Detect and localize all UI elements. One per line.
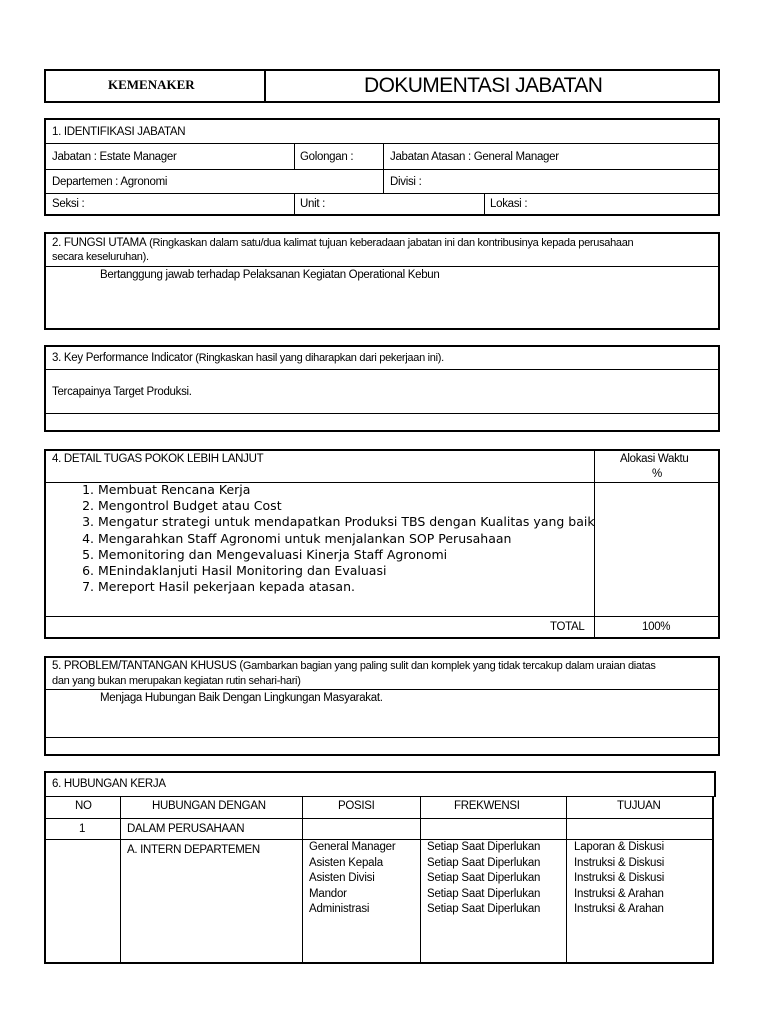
total-value: 100%: [642, 621, 671, 633]
org-label: KEMENAKER: [108, 77, 195, 92]
list-item: Instruksi & Diskusi: [574, 856, 665, 869]
section-2-heading: 2. FUNGSI UTAMA: [52, 237, 147, 249]
list-item: Laporan & Diskusi: [574, 841, 664, 853]
col-header-hubungan: HUBUNGAN DENGAN: [152, 800, 266, 812]
alokasi-percent-header: %: [652, 468, 662, 480]
section-3-desc: (Ringkaskan hasil yang diharapkan dari pekerjaan ini).: [192, 352, 444, 364]
section-5-desc-cont: dan yang bukan merupakan kegiatan rutin sehari-hari): [52, 675, 301, 687]
list-item: 6. MEnindaklanjuti Hasil Monitoring dan Evaluasi: [98, 563, 630, 579]
list-item: General Manager: [309, 841, 396, 853]
total-label: TOTAL: [550, 621, 585, 633]
col-header-no: NO: [75, 800, 92, 812]
posisi-list: [309, 840, 396, 918]
unit-field: Unit :: [300, 198, 326, 210]
seksi-field: Seksi :: [52, 198, 85, 210]
page-title: DOKUMENTASI JABATAN: [364, 74, 603, 97]
list-item: Setiap Saat Diperlukan: [427, 887, 541, 900]
list-item: 4. Mengarahkan Staff Agronomi untuk menjalankan SOP Perusahaan: [98, 531, 630, 547]
list-item: 1. Membuat Rencana Kerja: [98, 482, 630, 498]
tujuan-list: [574, 840, 664, 918]
section-3-heading: 3. Key Performance Indicator: [52, 352, 193, 364]
section-3-heading-line: [52, 351, 444, 365]
lokasi-field: Lokasi :: [490, 198, 528, 210]
list-item: Setiap Saat Diperlukan: [427, 903, 541, 915]
problem-content: Menjaga Hubungan Baik Dengan Lingkungan Masyarakat.: [100, 692, 383, 704]
row-intern-departemen: A. INTERN DEPARTEMEN: [127, 844, 260, 856]
list-item: 2. Mengontrol Budget atau Cost: [98, 498, 630, 514]
departemen-field: Departemen : Agronomi: [52, 176, 168, 188]
list-item: Instruksi & Arahan: [574, 887, 664, 900]
alokasi-waktu-header: Alokasi Waktu: [620, 453, 689, 465]
section-1-heading: 1. IDENTIFIKASI JABATAN: [52, 126, 186, 138]
section-5-heading: 5. PROBLEM/TANTANGAN KHUSUS (: [52, 660, 243, 672]
row-dalam-perusahaan: DALAM PERUSAHAAN: [127, 823, 245, 835]
col-header-posisi: POSISI: [338, 800, 375, 812]
list-item: Asisten Divisi: [309, 872, 375, 884]
header-divider: [264, 69, 266, 103]
list-item: Setiap Saat Diperlukan: [427, 872, 541, 884]
section-2-desc-cont: secara keseluruhan).: [52, 251, 149, 263]
kpi-content: Tercapainya Target Produksi.: [52, 386, 192, 398]
divisi-field: Divisi :: [390, 176, 422, 188]
list-item: 5. Memonitoring dan Mengevaluasi Kinerja Staff Agronomi: [98, 547, 630, 563]
list-item: Mandor: [309, 887, 347, 900]
jabatan-field: Jabatan : Estate Manager: [52, 151, 177, 163]
section-2-heading-line: [52, 236, 633, 250]
list-item: Setiap Saat Diperlukan: [427, 856, 541, 869]
list-item: Setiap Saat Diperlukan: [427, 841, 541, 853]
col-header-frekwensi: FREKWENSI: [454, 800, 520, 812]
section-2-desc: (Ringkaskan dalam satu/dua kalimat tujuan keberadaan jabatan ini dan kontribusinya kepada perusahaan: [146, 237, 634, 249]
list-item: Instruksi & Diskusi: [574, 872, 665, 884]
section-5-desc: Gambarkan bagian yang paling sulit dan komplek yang tidak tercakup dalam uraian diatas: [242, 660, 656, 672]
list-item: 7. Mereport Hasil pekerjaan kepada atasan.: [98, 579, 630, 595]
col-header-tujuan: TUJUAN: [617, 800, 661, 812]
section-5-heading-line: [52, 659, 656, 673]
row-no: 1: [79, 823, 86, 835]
jabatan-atasan-field: Jabatan Atasan : General Manager: [390, 151, 559, 163]
frekwensi-list: [427, 840, 540, 918]
fungsi-utama-content: Bertanggung jawab terhadap Pelaksanan Kegiatan Operational Kebun: [100, 269, 440, 281]
section-6-heading: 6. HUBUNGAN KERJA: [52, 778, 166, 790]
list-item: 3. Mengatur strategi untuk mendapatkan Produksi TBS dengan Kualitas yang baik: [98, 514, 630, 530]
golongan-field: Golongan :: [300, 151, 354, 163]
task-list: [52, 482, 630, 595]
list-item: Administrasi: [309, 903, 370, 915]
list-item: Asisten Kepala: [309, 856, 383, 869]
section-4-heading: 4. DETAIL TUGAS POKOK LEBIH LANJUT: [52, 453, 264, 465]
list-item: Instruksi & Arahan: [574, 903, 664, 915]
